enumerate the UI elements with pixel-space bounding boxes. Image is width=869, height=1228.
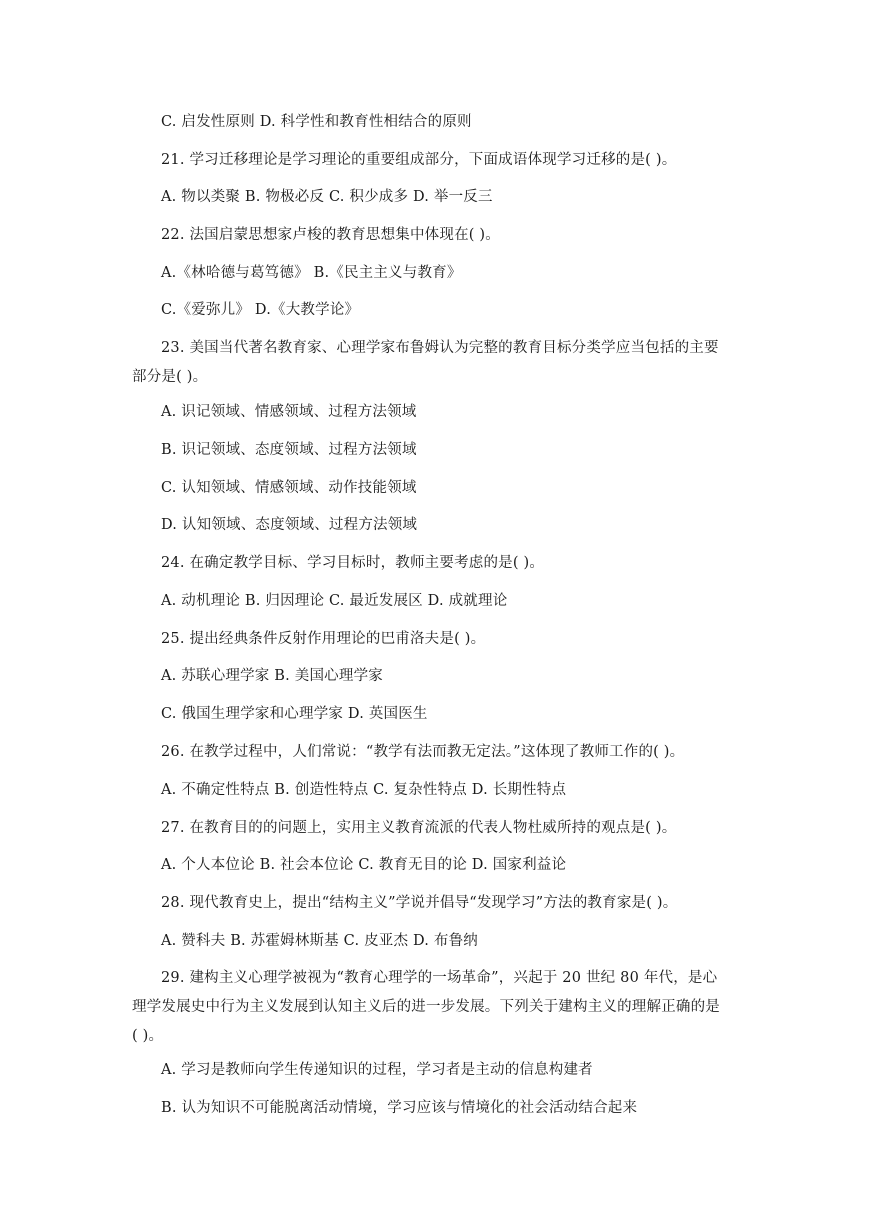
question-23-line2: 部分是( )。: [132, 369, 208, 385]
question-24: 24. 在确定教学目标、学习目标时，教师主要考虑的是( )。: [161, 555, 545, 571]
options-22-row1: A.《林哈德与葛笃德》 B.《民主主义与教育》: [161, 265, 462, 281]
question-25: 25. 提出经典条件反射作用理论的巴甫洛夫是( )。: [161, 631, 486, 647]
options-25-row1: A. 苏联心理学家 B. 美国心理学家: [161, 668, 383, 684]
option-23-b: B. 识记领域、态度领域、过程方法领域: [161, 442, 417, 458]
question-28: 28. 现代教育史上，提出“结构主义”学说并倡导“发现学习”方法的教育家是( )。: [161, 895, 678, 911]
question-23: [132, 334, 742, 392]
question-29: [132, 964, 742, 1051]
question-26: 26. 在教学过程中，人们常说：“教学有法而教无定法。”这体现了教师工作的( )。: [161, 744, 685, 760]
options-28: A. 赞科夫 B. 苏霍姆林斯基 C. 皮亚杰 D. 布鲁纳: [161, 933, 479, 949]
options-26: A. 不确定性特点 B. 创造性特点 C. 复杂性特点 D. 长期性特点: [161, 782, 567, 798]
options-24: A. 动机理论 B. 归因理论 C. 最近发展区 D. 成就理论: [161, 593, 508, 609]
option-23-a: A. 识记领域、情感领域、过程方法领域: [161, 404, 417, 420]
question-23-line1: 23. 美国当代著名教育家、心理学家布鲁姆认为完整的教育目标分类学应当包括的主要: [161, 340, 719, 356]
options-22-row2: C.《爱弥儿》 D.《大教学论》: [161, 302, 360, 318]
option-23-c: C. 认知领域、情感领域、动作技能领域: [161, 480, 417, 496]
option-line: C. 启发性原则 D. 科学性和教育性相结合的原则: [161, 114, 472, 130]
question-29-line3: ( )。: [132, 1028, 164, 1044]
question-29-line1: 29. 建构主义心理学被视为“教育心理学的一场革命”，兴起于 20 世纪 80 年代，是心: [161, 970, 718, 986]
option-29-a: A. 学习是教师向学生传递知识的过程，学习者是主动的信息构建者: [161, 1062, 593, 1078]
question-29-line2: 理学发展史中行为主义发展到认知主义后的进一步发展。下列关于建构主义的理解正确的是: [132, 999, 720, 1015]
options-21: A. 物以类聚 B. 物极必反 C. 积少成多 D. 举一反三: [161, 189, 493, 205]
option-29-b: B. 认为知识不可能脱离活动情境，学习应该与情境化的社会活动结合起来: [161, 1100, 638, 1116]
question-27: 27. 在教育目的的问题上，实用主义教育流派的代表人物杜威所持的观点是( )。: [161, 820, 677, 836]
question-21: 21. 学习迁移理论是学习理论的重要组成部分，下面成语体现学习迁移的是( )。: [161, 152, 677, 168]
options-25-row2: C. 俄国生理学家和心理学家 D. 英国医生: [161, 706, 428, 722]
options-27: A. 个人本位论 B. 社会本位论 C. 教育无目的论 D. 国家利益论: [161, 857, 567, 873]
option-23-d: D. 认知领域、态度领域、过程方法领域: [161, 517, 418, 533]
question-22: 22. 法国启蒙思想家卢梭的教育思想集中体现在( )。: [161, 227, 500, 243]
